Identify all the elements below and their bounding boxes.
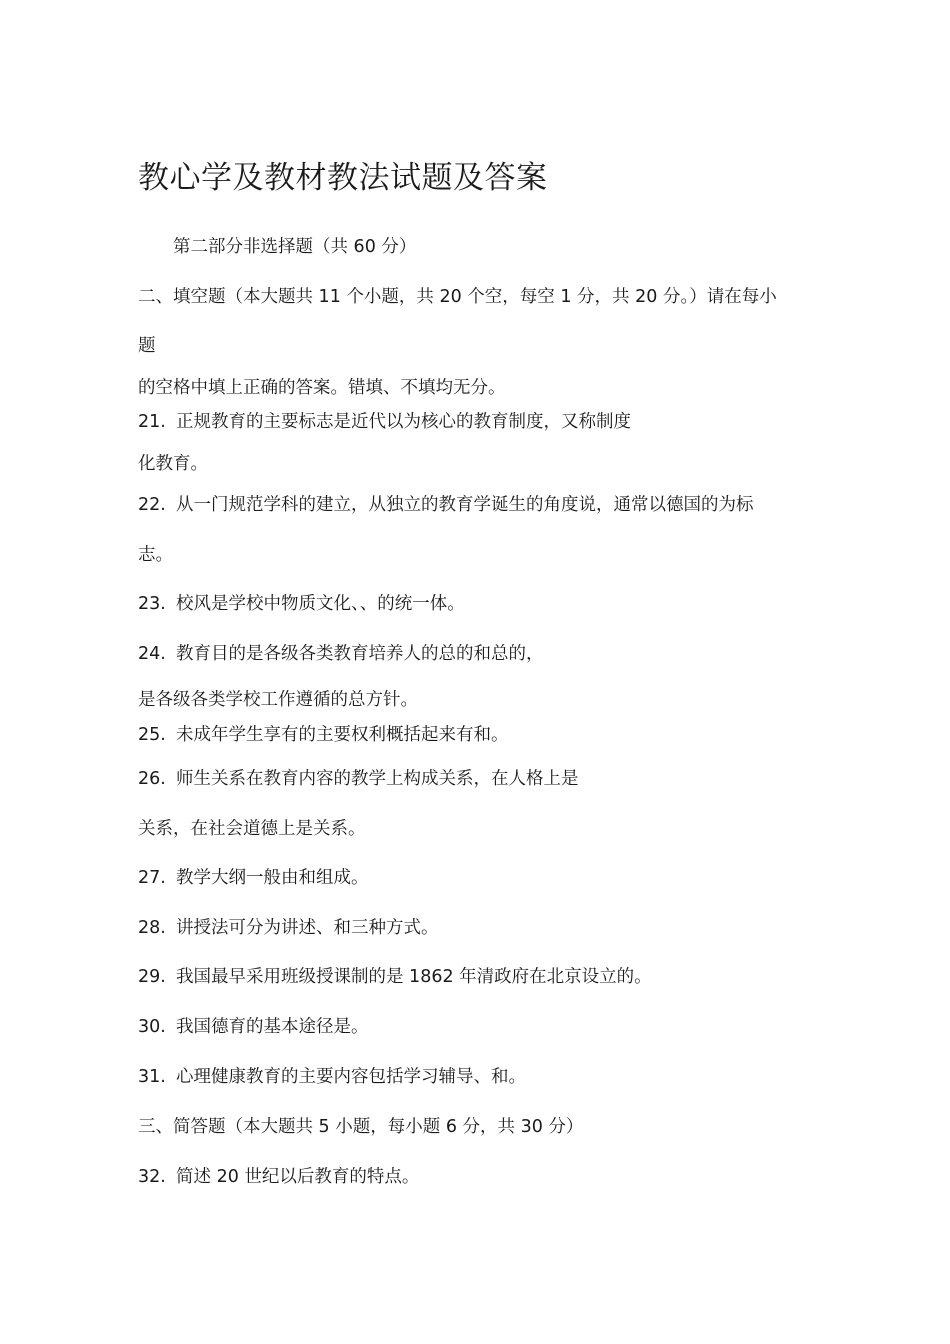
section2-heading-line1: 二、填空题（本大题共 11 个小题，共 20 个空，每空 1 分，共 20 分。）请在每小 (138, 287, 777, 307)
question-21-continuation: 化教育。 (138, 454, 208, 474)
question-text: 教育目的是各级各类教育培养人的总的和总的， (176, 644, 544, 664)
question-29 (138, 965, 652, 989)
question-28 (138, 916, 439, 940)
question-number: 30. (138, 1017, 166, 1037)
question-25 (138, 723, 509, 747)
question-number: 31. (138, 1067, 166, 1087)
question-22 (138, 493, 754, 517)
page-title: 教心学及教材教法试题及答案 (138, 160, 548, 196)
question-31 (138, 1065, 526, 1089)
question-number: 21. (138, 412, 166, 432)
question-text: 未成年学生享有的主要权利概括起来有和。 (176, 725, 509, 745)
question-text: 正规教育的主要标志是近代以为核心的教育制度，又称制度 (176, 412, 631, 432)
question-text: 师生关系在教育内容的教学上构成关系，在人格上是 (176, 769, 579, 789)
section2-heading-line2: 题 (138, 336, 156, 356)
question-24 (138, 642, 544, 666)
question-21 (138, 410, 631, 434)
question-text: 教学大纲一般由和组成。 (176, 868, 369, 888)
question-text: 简述 20 世纪以后教育的特点。 (176, 1167, 420, 1187)
section2-heading-line3: 的空格中填上正确的答案。错填、不填均无分。 (138, 378, 506, 398)
question-text: 校风是学校中物质文化、、的统一体。 (176, 594, 465, 614)
question-number: 26. (138, 769, 166, 789)
question-27 (138, 866, 369, 890)
question-26-continuation: 关系，在社会道德上是关系。 (138, 819, 366, 839)
question-text: 讲授法可分为讲述、和三种方式。 (176, 918, 439, 938)
question-number: 23. (138, 594, 166, 614)
question-text: 我国最早采用班级授课制的是 1862 年清政府在北京设立的。 (176, 967, 652, 987)
question-text: 我国德育的基本途径是。 (176, 1017, 369, 1037)
question-24-continuation: 是各级各类学校工作遵循的总方针。 (138, 690, 418, 710)
question-text: 从一门规范学科的建立，从独立的教育学诞生的角度说，通常以德国的为标 (176, 495, 754, 515)
question-text: 心理健康教育的主要内容包括学习辅导、和。 (176, 1067, 526, 1087)
question-number: 24. (138, 644, 166, 664)
question-number: 22. (138, 495, 166, 515)
question-number: 29. (138, 967, 166, 987)
question-26 (138, 767, 579, 791)
question-32 (138, 1165, 419, 1189)
question-30 (138, 1015, 369, 1039)
question-number: 25. (138, 725, 166, 745)
question-22-continuation: 志。 (138, 545, 173, 565)
section3-heading: 三、简答题（本大题共 5 小题，每小题 6 分，共 30 分） (138, 1117, 584, 1137)
part-heading: 第二部分非选择题（共 60 分） (173, 237, 417, 257)
question-number: 27. (138, 868, 166, 888)
question-number: 28. (138, 918, 166, 938)
question-number: 32. (138, 1167, 166, 1187)
question-23 (138, 592, 465, 616)
